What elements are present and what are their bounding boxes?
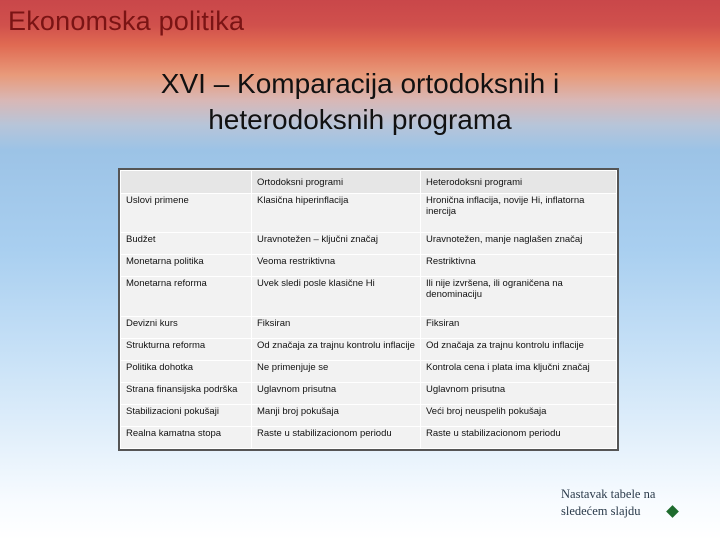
comparison-table-frame — [118, 168, 619, 451]
diamond-icon[interactable] — [666, 505, 679, 518]
table-cell: Uravnotežen – ključni značaj — [252, 233, 421, 255]
table-row — [121, 233, 617, 255]
table-row — [121, 338, 617, 360]
continuation-note-line-2: sledećem slajdu — [561, 504, 641, 518]
table-cell: Fiksiran — [421, 316, 617, 338]
table-cell: Realna kamatna stopa — [121, 426, 252, 448]
table-row — [121, 404, 617, 426]
table-cell: Strukturna reforma — [121, 338, 252, 360]
table-cell: Klasična hiperinflacija — [252, 194, 421, 233]
table-row — [121, 382, 617, 404]
table-cell: Kontrola cena i plata ima ključni značaj — [421, 360, 617, 382]
table-row — [121, 316, 617, 338]
table-cell: Raste u stabilizacionom periodu — [421, 426, 617, 448]
table-cell: Uvek sledi posle klasične Hi — [252, 277, 421, 316]
table-row — [121, 255, 617, 277]
header-title: Ekonomska politika — [8, 6, 245, 36]
table-cell: Ili nije izvršena, ili ograničena na denominaciju — [421, 277, 617, 316]
table-cell: Raste u stabilizacionom periodu — [252, 426, 421, 448]
table-row — [121, 426, 617, 448]
table-cell: Monetarna reforma — [121, 277, 252, 316]
slide-title-line-1: XVI – Komparacija ortodoksnih i — [160, 68, 560, 99]
table-cell: Uravnotežen, manje naglašen značaj — [421, 233, 617, 255]
table-cell: Devizni kurs — [121, 316, 252, 338]
table-cell: Restriktivna — [421, 255, 617, 277]
table-cell: Uglavnom prisutna — [252, 382, 421, 404]
table-cell: Budžet — [121, 233, 252, 255]
slide-title-line-2: heterodoksnih programa — [208, 104, 512, 135]
table-header-cell — [121, 171, 252, 194]
table-cell: Monetarna politika — [121, 255, 252, 277]
continuation-note — [561, 486, 655, 520]
table-cell: Hronična inflacija, novije Hi, inflatorna inercija — [421, 194, 617, 233]
table-header-row — [121, 171, 617, 194]
continuation-note-line-1: Nastavak tabele na — [561, 487, 656, 501]
table-cell: Fiksiran — [252, 316, 421, 338]
table-cell: Politika dohotka — [121, 360, 252, 382]
table-cell: Strana finansijska podrška — [121, 382, 252, 404]
table-cell: Od značaja za trajnu kontrolu inflacije — [252, 338, 421, 360]
table-cell: Od značaja za trajnu kontrolu inflacije — [421, 338, 617, 360]
table-cell: Manji broj pokušaja — [252, 404, 421, 426]
table-header-cell: Heterodoksni programi — [421, 171, 617, 194]
table-cell: Stabilizacioni pokušaji — [121, 404, 252, 426]
table-cell: Veoma restriktivna — [252, 255, 421, 277]
table-cell: Ne primenjuje se — [252, 360, 421, 382]
table-row — [121, 360, 617, 382]
slide-title — [60, 66, 660, 138]
table-header-cell: Ortodoksni programi — [252, 171, 421, 194]
table-cell: Uglavnom prisutna — [421, 382, 617, 404]
table-row — [121, 194, 617, 233]
comparison-table — [120, 170, 617, 449]
table-cell: Veći broj neuspelih pokušaja — [421, 404, 617, 426]
table-row — [121, 277, 617, 316]
table-cell: Uslovi primene — [121, 194, 252, 233]
